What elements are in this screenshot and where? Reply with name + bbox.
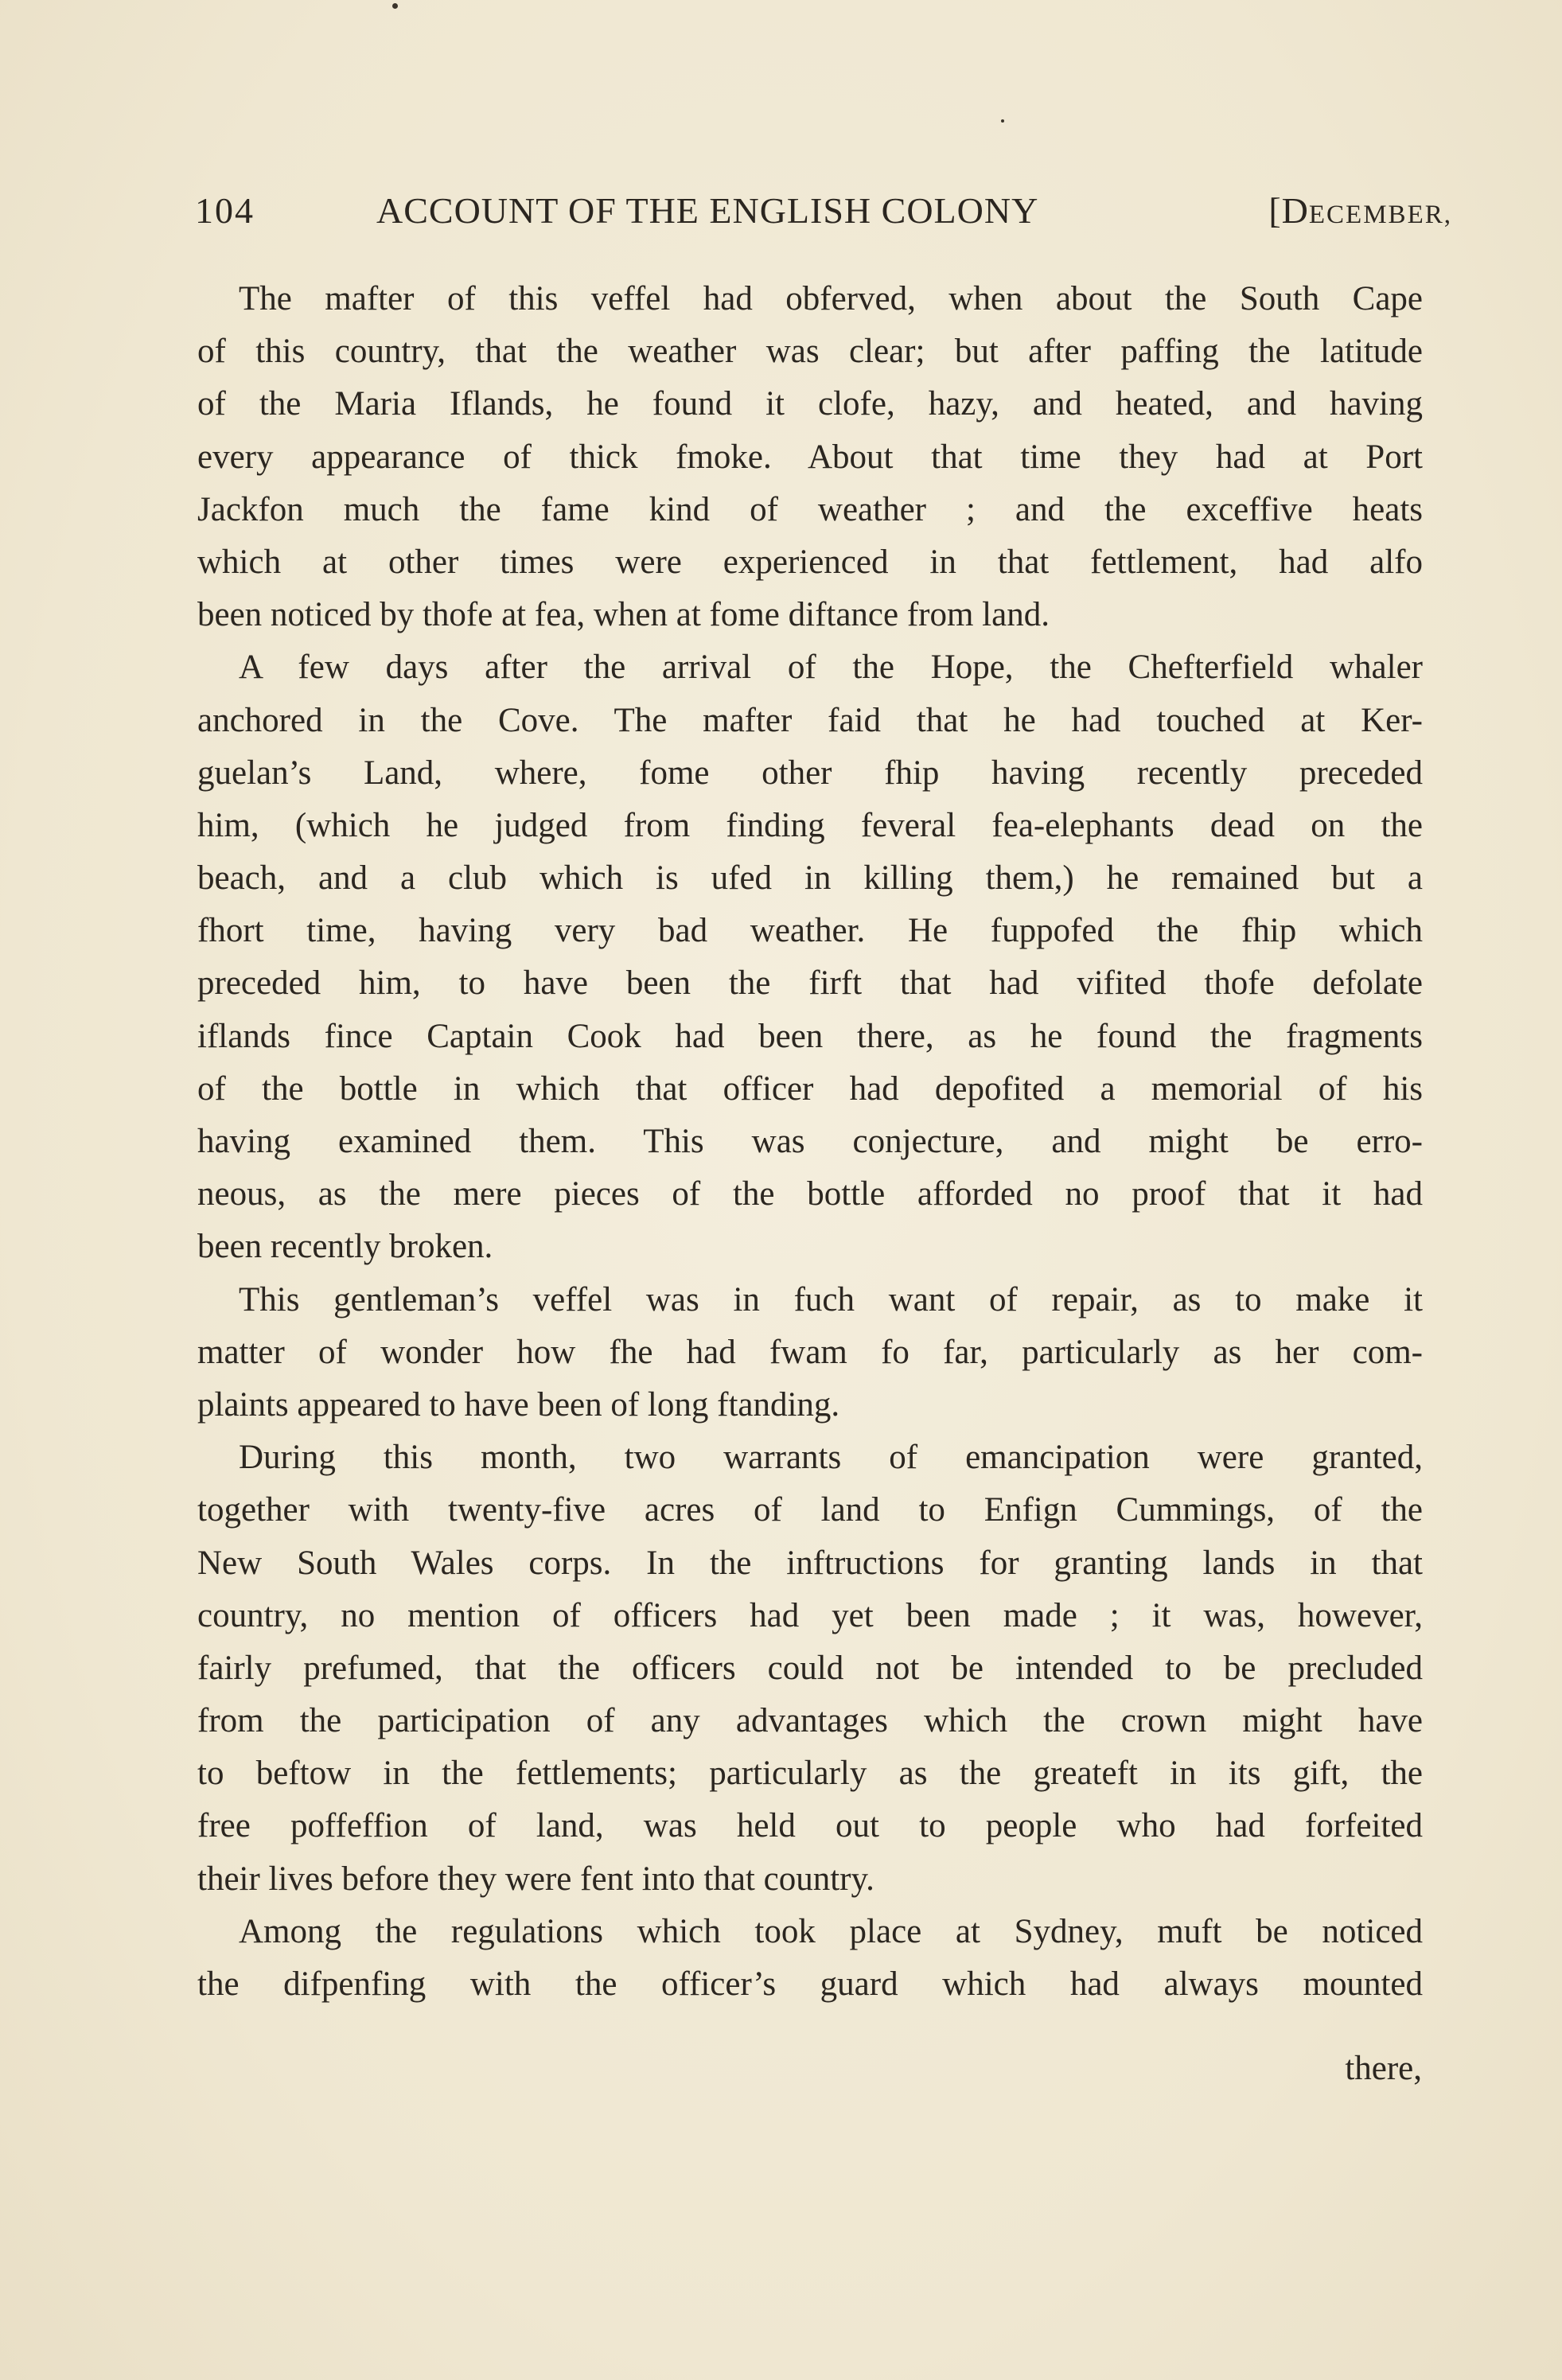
- text-line: together with twenty-five acres of land to Enfign Cummings, of the: [197, 1491, 1423, 1529]
- paragraph: [197, 1432, 1423, 1906]
- catchword: there,: [1345, 2050, 1422, 2087]
- paragraph: [197, 1274, 1423, 1432]
- text-line: every appearance of thick fmoke. About that time they had at Port: [197, 438, 1423, 476]
- text-line: During this month, two warrants of emancipation were granted,: [239, 1439, 1423, 1477]
- running-date: [1268, 189, 1452, 232]
- text-line: anchored in the Cove. The mafter faid that he had touched at Ker-: [197, 701, 1423, 739]
- text-line: country, no mention of officers had yet been made ; it was, however,: [197, 1596, 1423, 1634]
- text-line: of the Maria Iflands, he found it clofe, hazy, and heated, and having: [197, 385, 1423, 423]
- text-line: to beftow in the fettlements; particularly as the greateft in its gift, the: [197, 1755, 1423, 1793]
- text-line: iflands fince Captain Cook had been there, as he found the fragments: [197, 1017, 1423, 1055]
- text-line: neous, as the mere pieces of the bottle afforded no proof that it had: [197, 1175, 1423, 1213]
- running-date-open: [D: [1268, 190, 1309, 231]
- text-line: matter of wonder how fhe had fwam fo far, particularly as her com-: [197, 1333, 1423, 1371]
- page-number: 104: [195, 190, 255, 231]
- text-line: preceded him, to have been the firft that had vifited thofe defolate: [197, 964, 1423, 1003]
- text-line: which at other times were experienced in that fettlement, had alfo: [197, 543, 1423, 581]
- text-line: him, (which he judged from finding feveral fea-elephants dead on the: [197, 806, 1423, 844]
- ink-speck: [1001, 119, 1004, 123]
- paragraph: [197, 273, 1423, 641]
- body-text: [197, 273, 1423, 2011]
- text-line: This gentleman’s veffel was in fuch want of repair, as to make it: [239, 1280, 1423, 1319]
- running-title: ACCOUNT OF THE ENGLISH COLONY: [376, 190, 1039, 231]
- ink-speck: [392, 3, 398, 9]
- text-line: free poffeffion of land, was held out to people who had forfeited: [197, 1807, 1423, 1845]
- paragraph: [197, 641, 1423, 1273]
- text-line: guelan’s Land, where, fome other fhip having recently preceded: [197, 754, 1423, 792]
- text-line: Jackfon much the fame kind of weather ; and the exceffive heats: [197, 490, 1423, 528]
- running-header: [195, 189, 1452, 245]
- text-line: their lives before they were fent into that country.: [197, 1860, 874, 1898]
- text-line: the difpenfing with the officer’s guard which had always mounted: [197, 1965, 1423, 2003]
- text-line: from the participation of any advantages which the crown might have: [197, 1702, 1423, 1740]
- text-line: of this country, that the weather was clear; but after paffing the latitude: [197, 333, 1423, 371]
- text-line: Among the regulations which took place at Sydney, muft be noticed: [239, 1912, 1423, 1950]
- text-line: The mafter of this veffel had obferved, when about the South Cape: [239, 280, 1423, 317]
- text-line: been noticed by thofe at fea, when at fome diftance from land.: [197, 596, 1050, 634]
- text-line: plaints appeared to have been of long ftanding.: [197, 1385, 840, 1424]
- text-line: beach, and a club which is ufed in killing them,) he remained but a: [197, 859, 1423, 898]
- text-line: of the bottle in which that officer had depofited a memorial of his: [197, 1069, 1423, 1108]
- text-line: A few days after the arrival of the Hope, the Chefterfield whaler: [239, 649, 1423, 687]
- paragraph: [197, 1906, 1423, 2011]
- text-line: been recently broken.: [197, 1228, 493, 1266]
- text-line: fhort time, having very bad weather. He fuppofed the fhip which: [197, 912, 1423, 950]
- running-date-month: ECEMBER,: [1308, 201, 1452, 229]
- text-line: fairly prefumed, that the officers could not be intended to be precluded: [197, 1649, 1423, 1687]
- text-line: New South Wales corps. In the inftructions for granting lands in that: [197, 1544, 1423, 1582]
- text-line: having examined them. This was conjecture, and might be erro-: [197, 1123, 1423, 1160]
